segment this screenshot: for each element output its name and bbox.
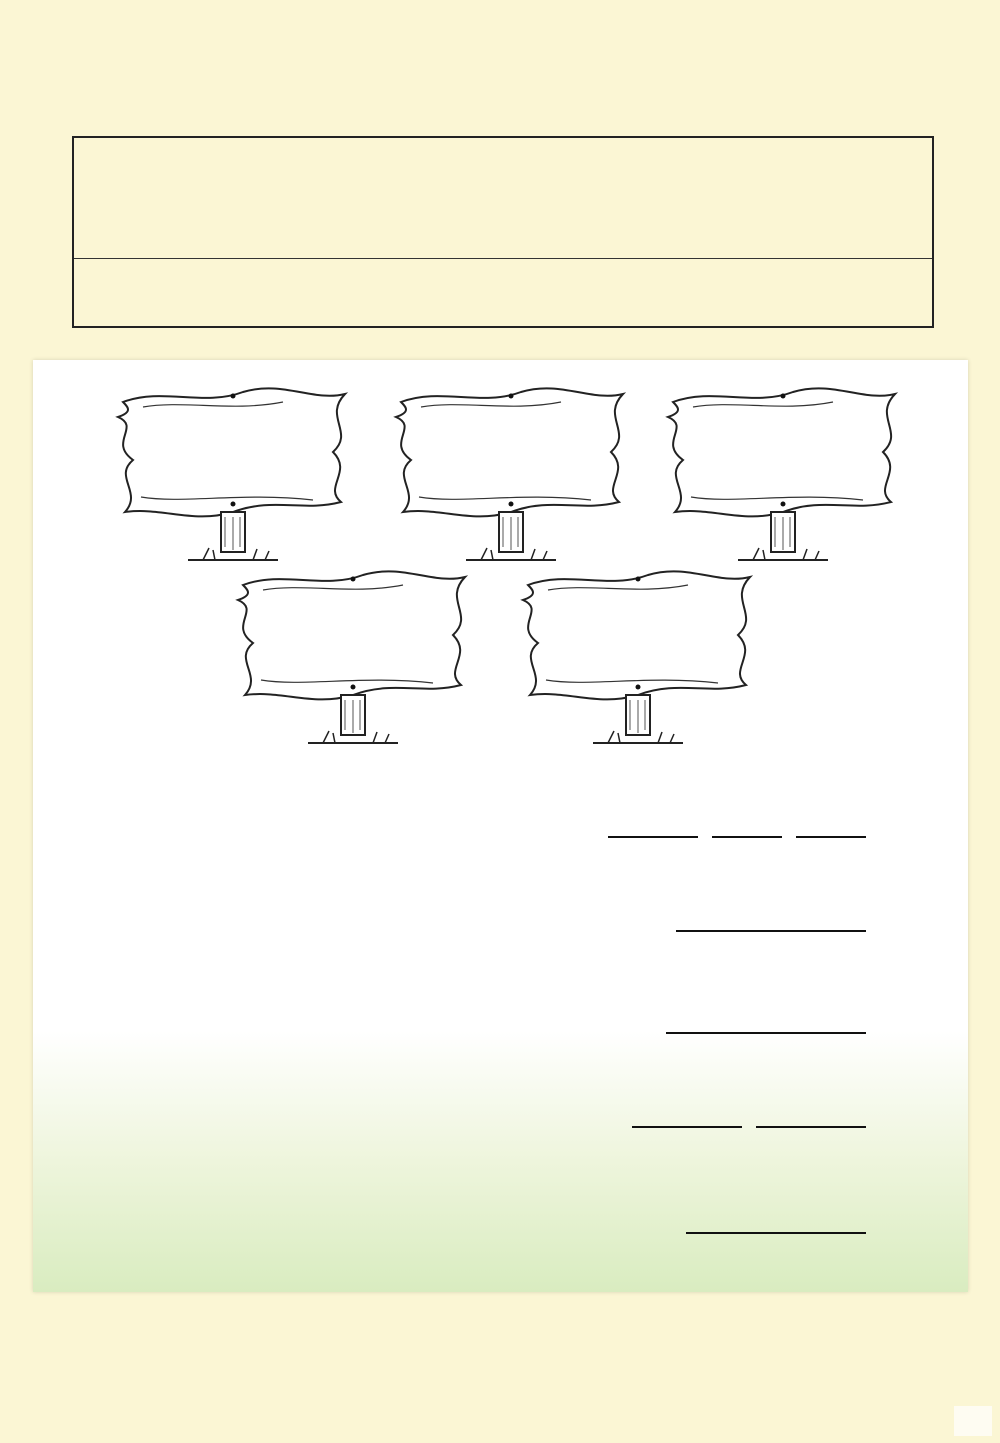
logo-square bbox=[971, 1422, 980, 1431]
answer-sign-3[interactable] bbox=[633, 372, 913, 562]
question-5 bbox=[50, 1188, 930, 1248]
liveworksheets-logo-icon bbox=[960, 1411, 980, 1431]
logo-square bbox=[960, 1422, 969, 1431]
answer-blank[interactable] bbox=[796, 806, 866, 838]
answer-blank[interactable] bbox=[756, 1096, 866, 1128]
signboard-icon bbox=[83, 372, 363, 562]
left-pencil-border bbox=[0, 130, 34, 390]
answer-blank[interactable] bbox=[632, 1096, 742, 1128]
question-2 bbox=[50, 886, 930, 946]
signboard-icon bbox=[488, 555, 768, 745]
bottom-pencil-border bbox=[0, 1270, 1000, 1443]
logo-square bbox=[960, 1411, 969, 1420]
question-1 bbox=[50, 792, 930, 852]
signboard-icon bbox=[633, 372, 913, 562]
answer-sign-5[interactable] bbox=[488, 555, 768, 745]
instruction-jawi bbox=[74, 138, 932, 259]
answer-blank[interactable] bbox=[608, 806, 698, 838]
liveworksheets-watermark[interactable] bbox=[954, 1406, 992, 1436]
top-pencil-border bbox=[0, 0, 1000, 130]
answer-blank[interactable] bbox=[712, 806, 782, 838]
answer-blank[interactable] bbox=[686, 1202, 866, 1234]
answer-sign-2[interactable] bbox=[361, 372, 641, 562]
question-4 bbox=[50, 1082, 930, 1142]
right-pencil-border bbox=[966, 130, 1000, 390]
answer-sign-4[interactable] bbox=[203, 555, 483, 745]
signboard-icon bbox=[361, 372, 641, 562]
signboard-icon bbox=[203, 555, 483, 745]
logo-square bbox=[971, 1411, 980, 1420]
answer-blank[interactable] bbox=[676, 900, 866, 932]
instruction-box bbox=[72, 136, 934, 328]
question-3 bbox=[50, 988, 930, 1048]
answer-blank[interactable] bbox=[666, 1002, 866, 1034]
answer-sign-1[interactable] bbox=[83, 372, 363, 562]
instruction-rumi bbox=[74, 259, 932, 325]
